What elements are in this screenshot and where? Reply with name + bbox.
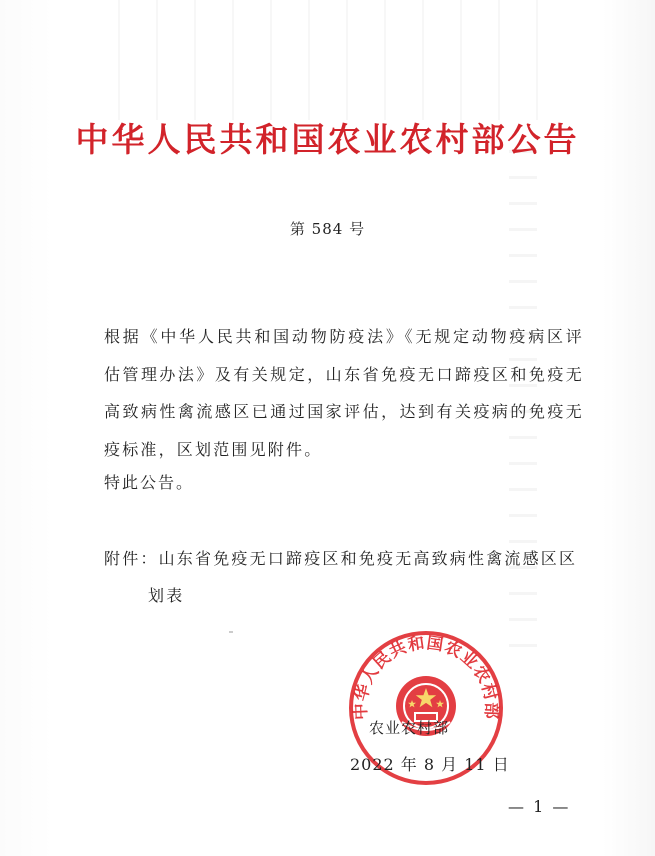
issue-date: 2022 年 8 月 11 日	[350, 755, 510, 774]
attachment-title-continued: 划表	[148, 586, 185, 605]
document-title: 中华人民共和国农业农村部公告	[75, 120, 580, 159]
body-text: 根据《中华人民共和国动物防疫法》《无规定动物疫病区评估管理办法》及有关规定，山东省免疫无口蹄疫区和免疫无高致病性禽流感区已通过国家评估，达到有关疫病的免疫无疫标准，区划范围见附件。	[104, 327, 584, 459]
attachment-label: 附件：	[104, 549, 159, 568]
attachment-line	[104, 540, 584, 614]
announcement-number: 第 584 号	[289, 220, 366, 238]
seal-text: 中华人民共和国农业农村部	[350, 633, 502, 721]
bleed-through-marks-top	[118, 0, 538, 120]
issuer-name: 农业农村部	[369, 719, 450, 737]
body-paragraph	[104, 318, 584, 468]
page-number: — 1 —	[508, 797, 571, 816]
attachment-title: 山东省免疫无口蹄疫区和免疫无高致病性禽流感区区	[158, 549, 578, 568]
stray-mark	[229, 631, 233, 633]
closing-line: 特此公告。	[104, 473, 195, 492]
